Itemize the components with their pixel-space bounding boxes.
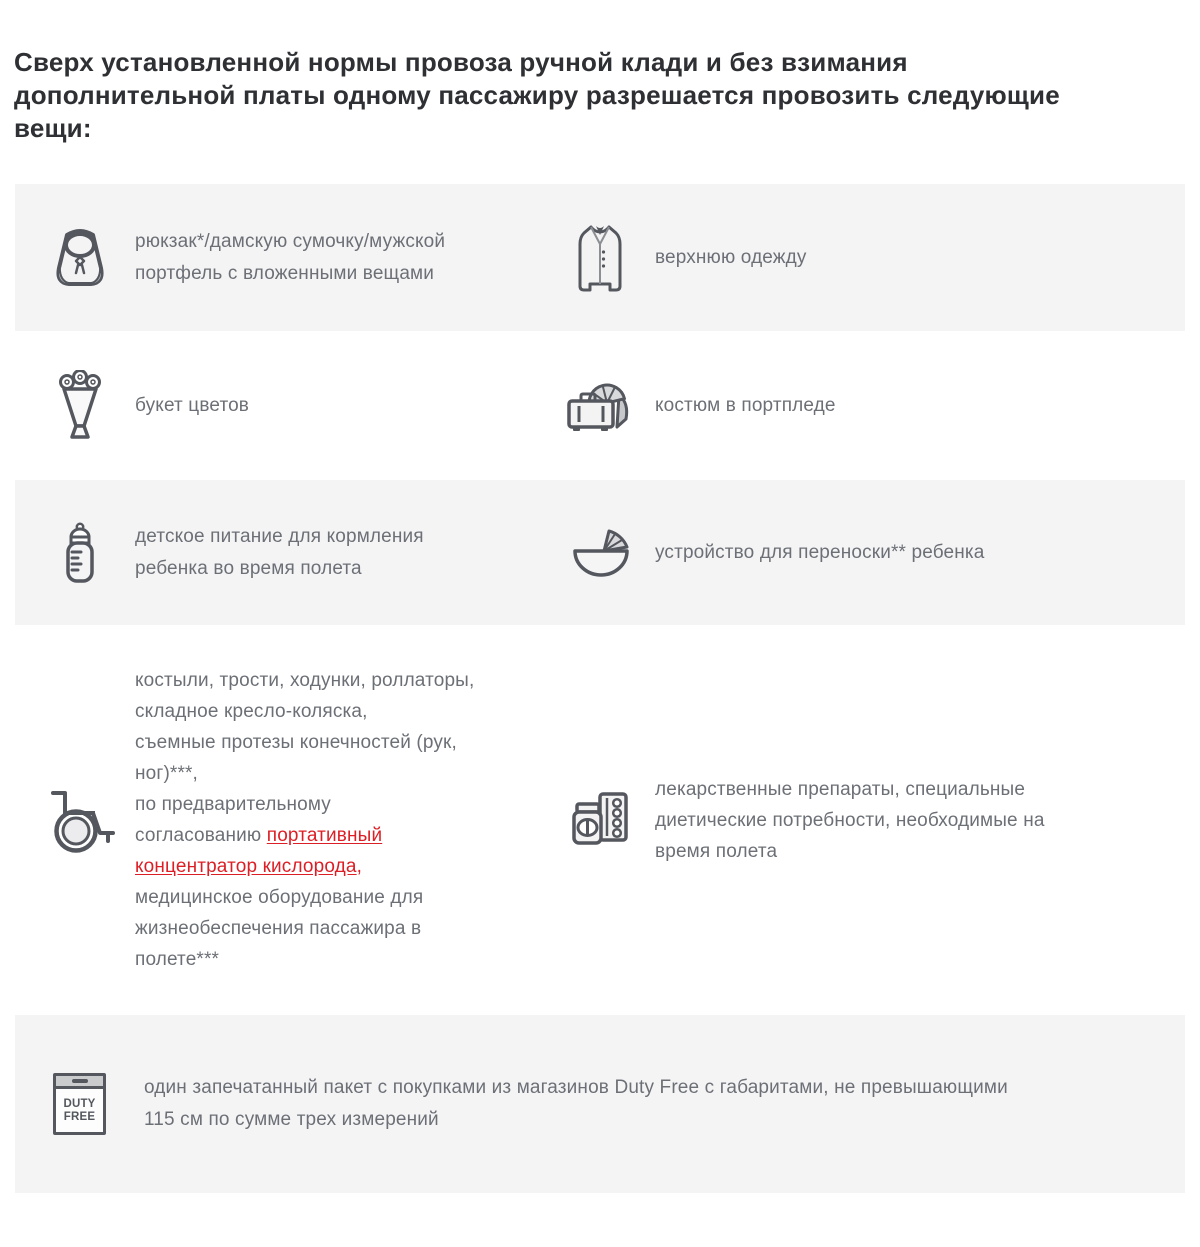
item-medicine <box>560 774 1185 867</box>
item-text: верхнюю одежду <box>655 246 807 268</box>
table-row <box>15 1015 1185 1193</box>
item-bouquet <box>15 370 560 442</box>
table-row <box>15 625 1185 1015</box>
item-text: один запечатанный пакет с покупками из магазинов Duty Free с габаритами, не превышающими 115 см по сумме трех измерений <box>144 1077 1008 1130</box>
backpack-icon <box>41 226 119 290</box>
allowed-items-table <box>0 184 1200 1193</box>
item-garment-bag <box>560 377 1185 435</box>
item-text: лекарственные препараты, специальные диетические потребности, необходимые на время полета <box>655 778 1045 862</box>
duty-free-label: DUTY FREE <box>63 1098 96 1123</box>
table-row <box>15 184 1185 331</box>
table-row <box>15 331 1185 480</box>
item-text: детское питание для кормления ребенка во время полета <box>135 525 424 579</box>
item-text: костюм в портпледе <box>655 394 836 416</box>
item-mobility-aids <box>15 665 560 975</box>
mobility-link-suffix: , <box>356 856 363 877</box>
item-duty-free <box>15 1072 1185 1136</box>
item-text: устройство для переноски** ребенка <box>655 541 985 563</box>
baby-carrier-icon <box>560 529 640 577</box>
item-text <box>135 665 474 975</box>
duty-free-bag-icon <box>53 1073 107 1135</box>
item-coat <box>560 222 1185 294</box>
table-row <box>15 480 1185 625</box>
item-baby-food <box>15 521 560 585</box>
baby-bottle-icon <box>41 522 119 584</box>
page-title: Сверх установленной нормы провоза ручной клади и без взимания дополнительной платы одному пассажиру разрешается провозить следующие вещи: <box>14 47 1060 143</box>
portable-oxygen-concentrator-link[interactable]: портативный концентратор кислорода <box>135 825 383 877</box>
item-baby-carrier <box>560 529 1185 577</box>
coat-icon <box>560 222 640 294</box>
duty-free-bag-handle <box>56 1076 103 1089</box>
item-text: букет цветов <box>135 394 250 416</box>
bouquet-icon <box>41 370 119 442</box>
mobility-lines-after: медицинское оборудование для жизнеобеспечения пассажира в полете*** <box>135 887 424 970</box>
item-text: рюкзак*/дамскую сумочку/мужской портфель с вложенными вещами <box>135 230 446 284</box>
garment-bag-icon <box>560 377 640 435</box>
mobility-lines-before: костыли, трости, ходунки, роллаторы, складное кресло-коляска, съемные протезы конечностей (рук, ног)***, по предварительному <box>135 670 475 815</box>
item-backpack <box>15 226 560 290</box>
wheelchair-icon <box>41 787 119 853</box>
mobility-link-prefix: согласованию <box>135 825 267 846</box>
medicine-icon <box>560 792 640 848</box>
